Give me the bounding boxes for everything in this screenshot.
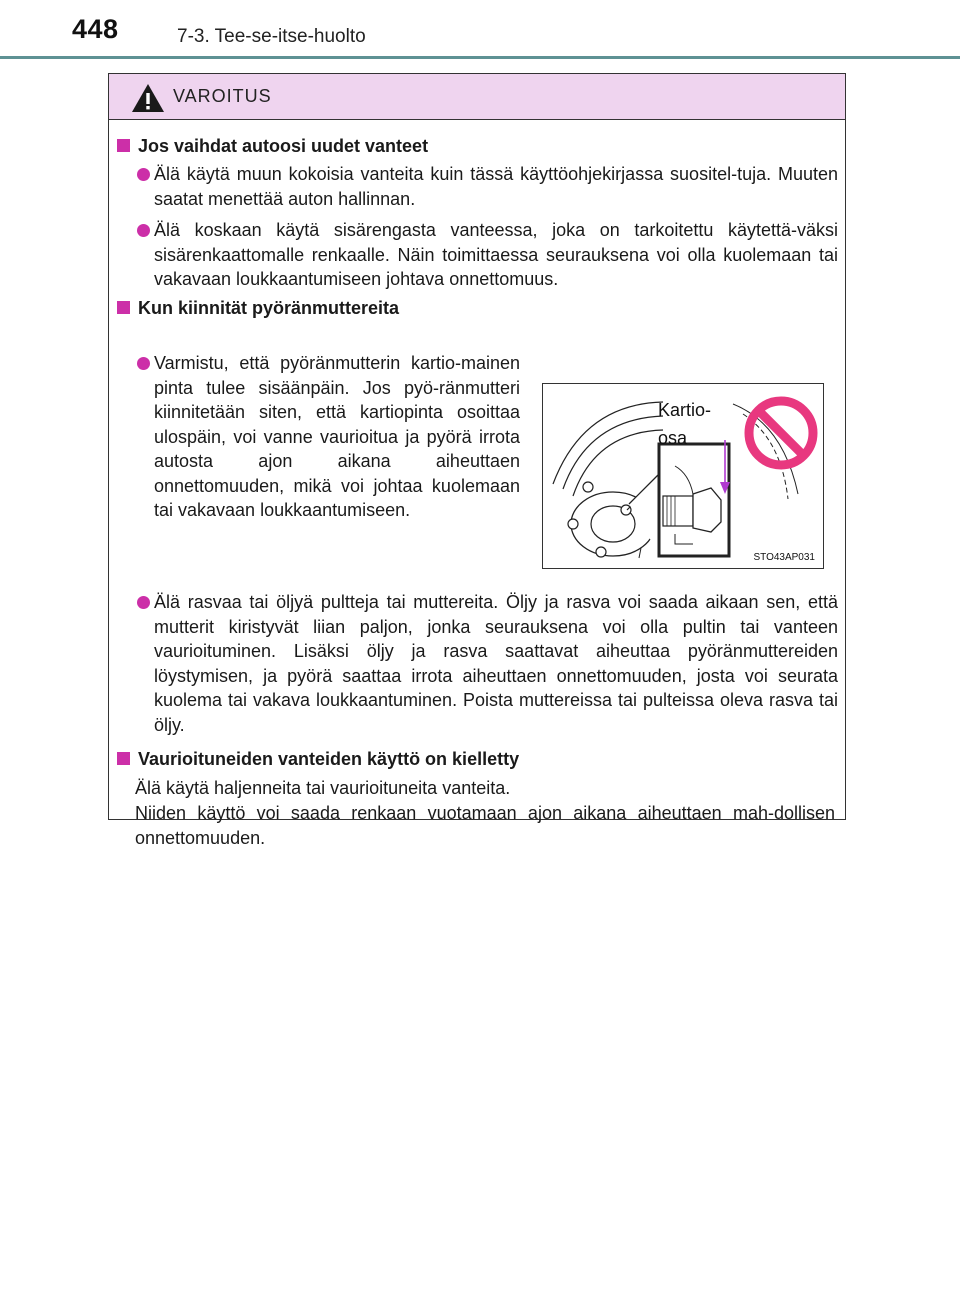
square-bullet-icon: [117, 139, 130, 152]
round-bullet-icon: [137, 596, 150, 609]
warning-triangle-icon: [131, 83, 165, 113]
section-heading-new-rims: Jos vaihdat autoosi uudet vanteet: [117, 136, 428, 157]
round-bullet-icon: [137, 168, 150, 181]
section-title: 7-3. Tee-se-itse-huolto: [177, 26, 366, 47]
paragraph: Niiden käyttö voi saada renkaan vuotamaan ajon aikana aiheuttaen mah-dollisen onnettomuuden.: [135, 803, 835, 848]
list-item: Älä käytä muun kokoisia vanteita kuin tässä käyttöohjekirjassa suositel-tuja. Muuten saatat menettää auton hallinnan.: [154, 162, 838, 211]
list-item: Älä koskaan käytä sisärengasta vanteessa, joka on tarkoitettu käytettä-väksi sisärenkaattomalle renkaalle. Näin toimittaessa seurauksena voi olla kuolemaan tai vakavaan loukkaantumiseen johtava onnettomuus.: [154, 218, 838, 292]
section-heading-damaged-rims: Vaurioituneiden vanteiden käyttö on kielletty: [117, 749, 519, 770]
wheel-nut-figure: [542, 383, 824, 569]
list-item: Älä rasvaa tai öljyä pultteja tai muttereita. Öljy ja rasva voi saada aikaan sen, että mutterit kiristyvät liian paljon, jonka seurauksena voi olla pultin tai vanteen vaurioituminen. Lisäksi öljy ja rasva saattavat aiheuttaa pyöränmuttereiden löystymisen, ja pyörä saattaa irrota aiheuttaen onnettomuuden, josta voi seurata kuolema tai vakava loukkaantuminen. Poista muttereissa tai pulteissa oleva rasva tai öljy.: [154, 590, 838, 737]
page-number: 448: [72, 14, 119, 44]
page-header: [0, 0, 960, 60]
section-heading-wheel-nuts: Kun kiinnität pyöränmuttereita: [117, 298, 399, 319]
list-item: Varmistu, että pyöränmutterin kartio-mainen pinta tulee sisäänpäin. Jos pyö-ränmutteri kiinnitetään siten, että kartiopinta osoittaa ulospäin, voi vanne vaurioitua ja pyörä irrota autosta ajon aikana aiheuttaen onnettomuuden, mikä voi johtaa kuolemaan tai vakavaan loukkaantumiseen.: [154, 351, 520, 523]
square-bullet-icon: [117, 301, 130, 314]
round-bullet-icon: [137, 357, 150, 370]
round-bullet-icon: [137, 224, 150, 237]
header-rule: [0, 56, 960, 59]
paragraph: Älä käytä haljenneita tai vaurioituneita vanteita.: [135, 778, 511, 798]
figure-label-cone: Kartio- osa: [658, 400, 712, 448]
warning-header: [109, 74, 845, 120]
square-bullet-icon: [117, 752, 130, 765]
warning-label: VAROITUS: [173, 86, 272, 106]
figure-code: STO43AP031: [753, 552, 815, 563]
warning-box: [108, 73, 846, 848]
